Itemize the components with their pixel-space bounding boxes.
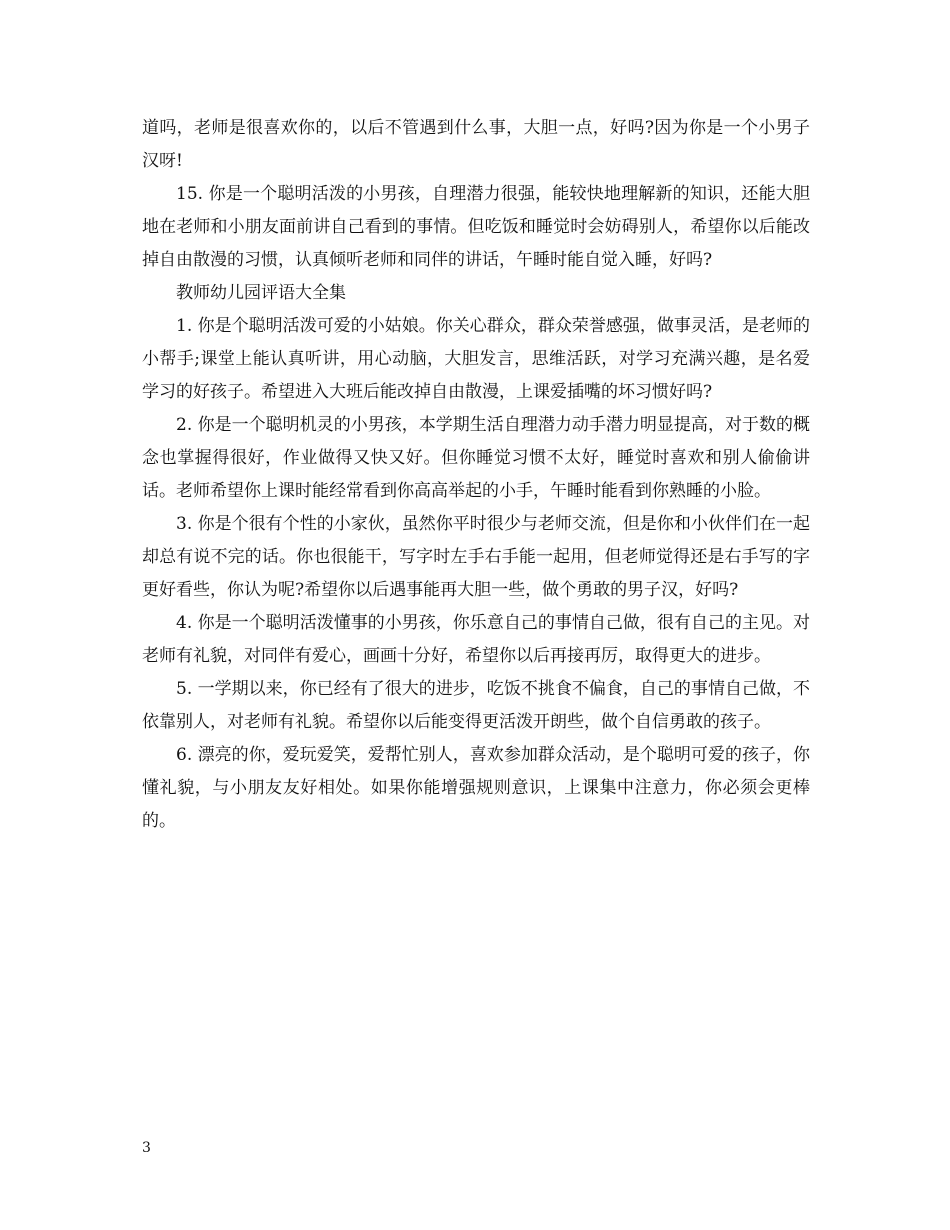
- page-number: 3: [142, 1140, 151, 1156]
- paragraph-item-4: 4. 你是一个聪明活泼懂事的小男孩，你乐意自己的事情自己做，很有自己的主见。对老师有礼貌，对同伴有爱心，画画十分好，希望你以后再接再厉，取得更大的进步。: [142, 613, 810, 666]
- paragraph-item-15: 15. 你是一个聪明活泼的小男孩，自理潜力很强，能较快地理解新的知识，还能大胆地在老师和小朋友面前讲自己看到的事情。但吃饭和睡觉时会妨碍别人，希望你以后能改掉自由散漫的习惯，认真倾听老师和同伴的讲话，午睡时能自觉入睡，好吗?: [142, 184, 810, 270]
- paragraph-item-3: 3. 你是个很有个性的小家伙，虽然你平时很少与老师交流，但是你和小伙伴们在一起却总有说不完的话。你也很能干，写字时左手右手能一起用，但老师觉得还是右手写的字更好看些，你认为呢?希望你以后遇事能再大胆一些，做个勇敢的男子汉，好吗?: [142, 514, 810, 600]
- paragraph-item-6: 6. 漂亮的你，爱玩爱笑，爱帮忙别人，喜欢参加群众活动，是个聪明可爱的孩子，你懂礼貌，与小朋友友好相处。如果你能增强规则意识，上课集中注意力，你必须会更棒的。: [142, 745, 810, 831]
- paragraph-item-2: 2. 你是一个聪明机灵的小男孩，本学期生活自理潜力动手潜力明显提高，对于数的概念也掌握得很好，作业做得又快又好。但你睡觉习惯不太好，睡觉时喜欢和别人偷偷讲话。老师希望你上课时能经常看到你高高举起的小手，午睡时能看到你熟睡的小脸。: [142, 415, 810, 501]
- section-heading: 教师幼儿园评语大全集: [176, 283, 346, 303]
- document-body: [142, 112, 810, 838]
- paragraph-item-1: 1. 你是个聪明活泼可爱的小姑娘。你关心群众，群众荣誉感强，做事灵活，是老师的小帮手;课堂上能认真听讲，用心动脑，大胆发言，思维活跃，对学习充满兴趣，是名爱学习的好孩子。希望进入大班后能改掉自由散漫，上课爱插嘴的坏习惯好吗?: [142, 316, 810, 402]
- paragraph-continuation: 道吗，老师是很喜欢你的，以后不管遇到什么事，大胆一点，好吗?因为你是一个小男子汉呀!: [142, 118, 810, 171]
- paragraph-item-5: 5. 一学期以来，你已经有了很大的进步，吃饭不挑食不偏食，自己的事情自己做，不依靠别人，对老师有礼貌。希望你以后能变得更活泼开朗些，做个自信勇敢的孩子。: [142, 679, 810, 732]
